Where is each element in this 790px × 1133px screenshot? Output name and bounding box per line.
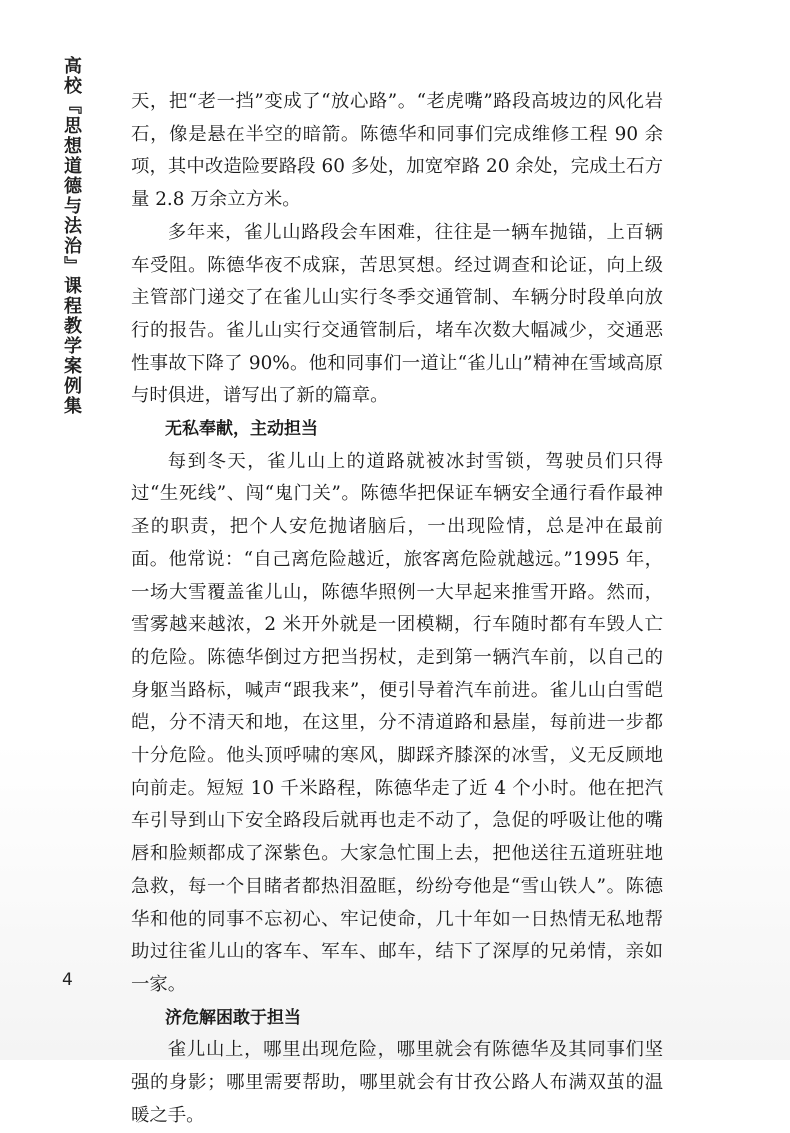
body-text (131, 86, 663, 1133)
paragraph: 多年来，雀儿山路段会车困难，往往是一辆车抛锚，上百辆车受阻。陈德华夜不成寐，苦思冥想。经过调查和论证，向上级主管部门递交了在雀儿山实行冬季交通管制、车辆分时段单向放行的报告。雀儿山实行交通管制后，堵车次数大幅减少，交通恶性事故下降了 90%。他和同事们一道让“雀儿山”精神在雪域高原与时俱进，谱写出了新的篇章。 (131, 221, 663, 407)
section-heading: 无私奉献，主动担当 (165, 419, 318, 440)
section-heading: 济危解困敢于担当 (165, 1007, 301, 1028)
running-head: 高校『思想道德与法治』课程教学案例集 (61, 56, 82, 416)
paragraph: 每到冬天，雀儿山上的道路就被冰封雪锁，驾驶员们只得过“生死线”、闯“鬼门关”。陈德华把保证车辆安全通行看作最神圣的职责，把个人安危抛诸脑后，一出现险情，总是冲在最前面。他常说：“自己离危险越近，旅客离危险就越远。”1995 年，一场大雪覆盖雀儿山，陈德华照例一大早起来推雪开路。然而，雪雾越来越浓，2 米开外就是一团模糊，行车随时都有车毁人亡的危险。陈德华倒过方把当拐杖，走到第一辆汽车前，以自己的身躯当路标，喊声“跟我来”，便引导着汽车前进。雀儿山白雪皑皑，分不清天和地，在这里，分不清道路和悬崖，每前进一步都十分危险。他头顶呼啸的寒风，脚踩齐膝深的冰雪，义无反顾地向前走。短短 10 千米路程，陈德华走了近 4 个小时。他在把汽车引导到山下安全路段后就再也走不动了，急促的呼吸让他的嘴唇和脸颊都成了深紫色。大家急忙围上去，把他送往五道班驻地急救，每一个目睹者都热泪盈眶，纷纷夸他是“雪山铁人”。陈德华和他的同事不忘初心、牢记使命，几十年如一日热情无私地帮助过往雀儿山的客车、军车、邮车，结下了深厚的兄弟情，亲如一家。 (131, 450, 663, 995)
paragraph-continued: 天，把“老一挡”变成了“放心路”。“老虎嘴”路段高坡边的风化岩石，像是悬在半空的暗箭。陈德华和同事们完成维修工程 90 余项，其中改造险要路段 60 多处，加宽窄路 20 余处，完成土石方量 2.8 万余立方米。 (131, 91, 663, 211)
page-number: 4 (62, 970, 73, 990)
paragraph: 雀儿山上，哪里出现危险，哪里就会有陈德华及其同事们坚强的身影；哪里需要帮助，哪里就会有甘孜公路人布满双茧的温暖之手。 (131, 1039, 663, 1126)
